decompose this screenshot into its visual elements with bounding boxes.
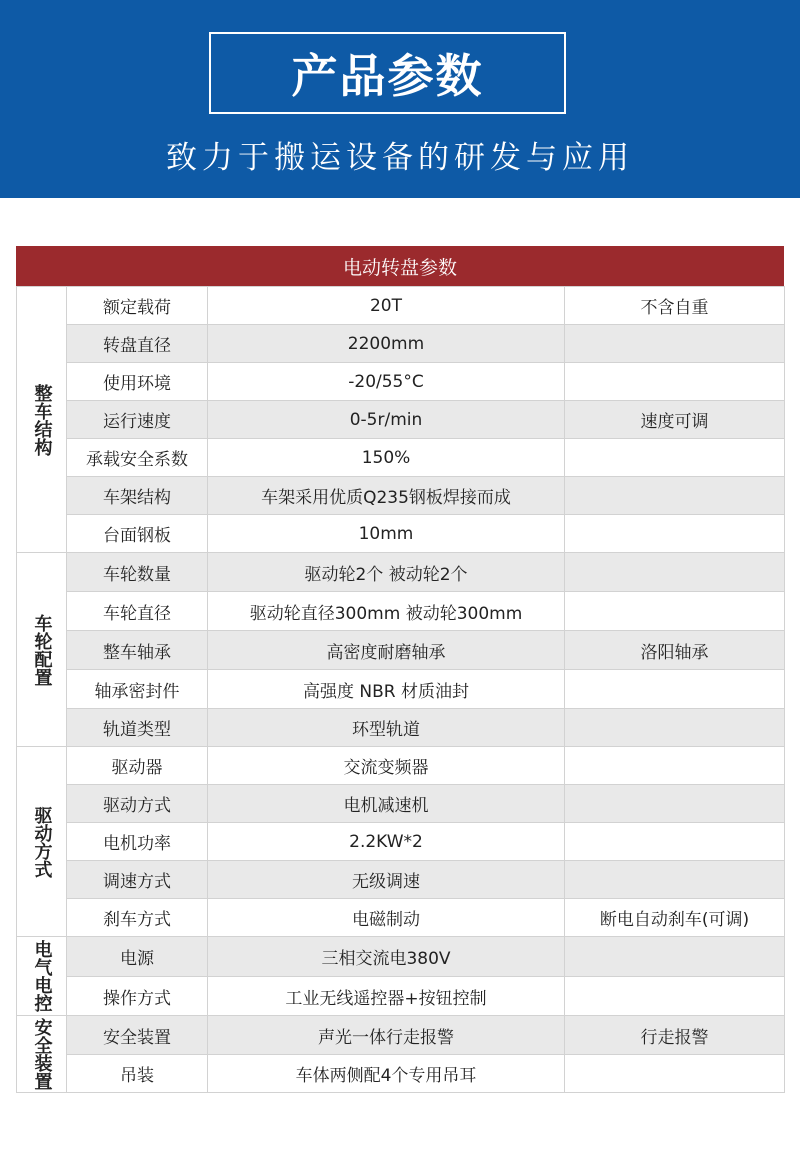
group-label: 电气电控 xyxy=(17,937,67,1016)
cell-note: 洛阳轴承 xyxy=(565,631,785,670)
table-row xyxy=(17,1055,785,1093)
cell-value: 电机减速机 xyxy=(208,785,565,823)
cell-value: 环型轨道 xyxy=(208,709,565,747)
cell-value: 10mm xyxy=(208,515,565,553)
table-row xyxy=(17,592,785,631)
cell-note xyxy=(565,747,785,785)
table-row xyxy=(17,937,785,977)
table-row xyxy=(17,670,785,709)
cell-name: 转盘直径 xyxy=(67,325,208,363)
cell-value: 高强度 NBR 材质油封 xyxy=(208,670,565,709)
cell-note xyxy=(565,439,785,477)
cell-value: 三相交流电380V xyxy=(208,937,565,977)
group-label: 整车结构 xyxy=(17,287,67,553)
cell-note xyxy=(565,592,785,631)
cell-note xyxy=(565,937,785,977)
cell-value: -20/55°C xyxy=(208,363,565,401)
table-row xyxy=(17,977,785,1016)
cell-value: 高密度耐磨轴承 xyxy=(208,631,565,670)
cell-value: 2200mm xyxy=(208,325,565,363)
cell-value: 车体两侧配4个专用吊耳 xyxy=(208,1055,565,1093)
cell-note: 速度可调 xyxy=(565,401,785,439)
cell-value: 0-5r/min xyxy=(208,401,565,439)
group-label: 安全装置 xyxy=(17,1016,67,1093)
cell-name: 承载安全系数 xyxy=(67,439,208,477)
params-table xyxy=(16,246,784,1093)
group-label: 驱动方式 xyxy=(17,747,67,937)
cell-note xyxy=(565,363,785,401)
cell-value: 声光一体行走报警 xyxy=(208,1016,565,1055)
table-row xyxy=(17,631,785,670)
cell-note xyxy=(565,670,785,709)
cell-note xyxy=(565,861,785,899)
cell-name: 整车轴承 xyxy=(67,631,208,670)
header-banner xyxy=(0,0,800,198)
cell-value: 2.2KW*2 xyxy=(208,823,565,861)
table-row xyxy=(17,1016,785,1055)
cell-name: 刹车方式 xyxy=(67,899,208,937)
cell-name: 调速方式 xyxy=(67,861,208,899)
table-heading: 电动转盘参数 xyxy=(16,246,784,286)
cell-name: 车轮数量 xyxy=(67,553,208,592)
table-row xyxy=(17,287,785,325)
cell-name: 台面钢板 xyxy=(67,515,208,553)
cell-value: 150% xyxy=(208,439,565,477)
cell-note xyxy=(565,1055,785,1093)
table-row xyxy=(17,785,785,823)
cell-note xyxy=(565,325,785,363)
cell-note xyxy=(565,785,785,823)
table-row xyxy=(17,553,785,592)
cell-note xyxy=(565,709,785,747)
cell-value: 车架采用优质Q235钢板焊接而成 xyxy=(208,477,565,515)
table-row xyxy=(17,325,785,363)
cell-name: 车架结构 xyxy=(67,477,208,515)
cell-name: 车轮直径 xyxy=(67,592,208,631)
table-row xyxy=(17,709,785,747)
table-row xyxy=(17,747,785,785)
table-row xyxy=(17,861,785,899)
table-row xyxy=(17,477,785,515)
table-row xyxy=(17,363,785,401)
cell-note: 行走报警 xyxy=(565,1016,785,1055)
cell-note: 断电自动刹车(可调) xyxy=(565,899,785,937)
cell-name: 驱动器 xyxy=(67,747,208,785)
cell-note xyxy=(565,477,785,515)
params-grid xyxy=(16,286,785,1093)
cell-value: 无级调速 xyxy=(208,861,565,899)
table-row xyxy=(17,439,785,477)
cell-name: 使用环境 xyxy=(67,363,208,401)
cell-value: 驱动轮2个 被动轮2个 xyxy=(208,553,565,592)
table-row xyxy=(17,515,785,553)
table-row xyxy=(17,823,785,861)
cell-name: 运行速度 xyxy=(67,401,208,439)
cell-name: 轴承密封件 xyxy=(67,670,208,709)
cell-value: 驱动轮直径300mm 被动轮300mm xyxy=(208,592,565,631)
table-row xyxy=(17,899,785,937)
cell-note xyxy=(565,553,785,592)
cell-note xyxy=(565,823,785,861)
cell-name: 操作方式 xyxy=(67,977,208,1016)
cell-name: 安全装置 xyxy=(67,1016,208,1055)
cell-name: 轨道类型 xyxy=(67,709,208,747)
cell-name: 吊装 xyxy=(67,1055,208,1093)
cell-note xyxy=(565,977,785,1016)
page-title: 产品参数 xyxy=(209,32,566,114)
table-row xyxy=(17,401,785,439)
cell-name: 电源 xyxy=(67,937,208,977)
cell-value: 20T xyxy=(208,287,565,325)
cell-value: 工业无线遥控器+按钮控制 xyxy=(208,977,565,1016)
cell-note xyxy=(565,515,785,553)
cell-name: 电机功率 xyxy=(67,823,208,861)
cell-note: 不含自重 xyxy=(565,287,785,325)
cell-value: 电磁制动 xyxy=(208,899,565,937)
cell-value: 交流变频器 xyxy=(208,747,565,785)
page-subtitle: 致力于搬运设备的研发与应用 xyxy=(166,140,634,176)
cell-name: 驱动方式 xyxy=(67,785,208,823)
cell-name: 额定载荷 xyxy=(67,287,208,325)
group-label: 车轮配置 xyxy=(17,553,67,747)
